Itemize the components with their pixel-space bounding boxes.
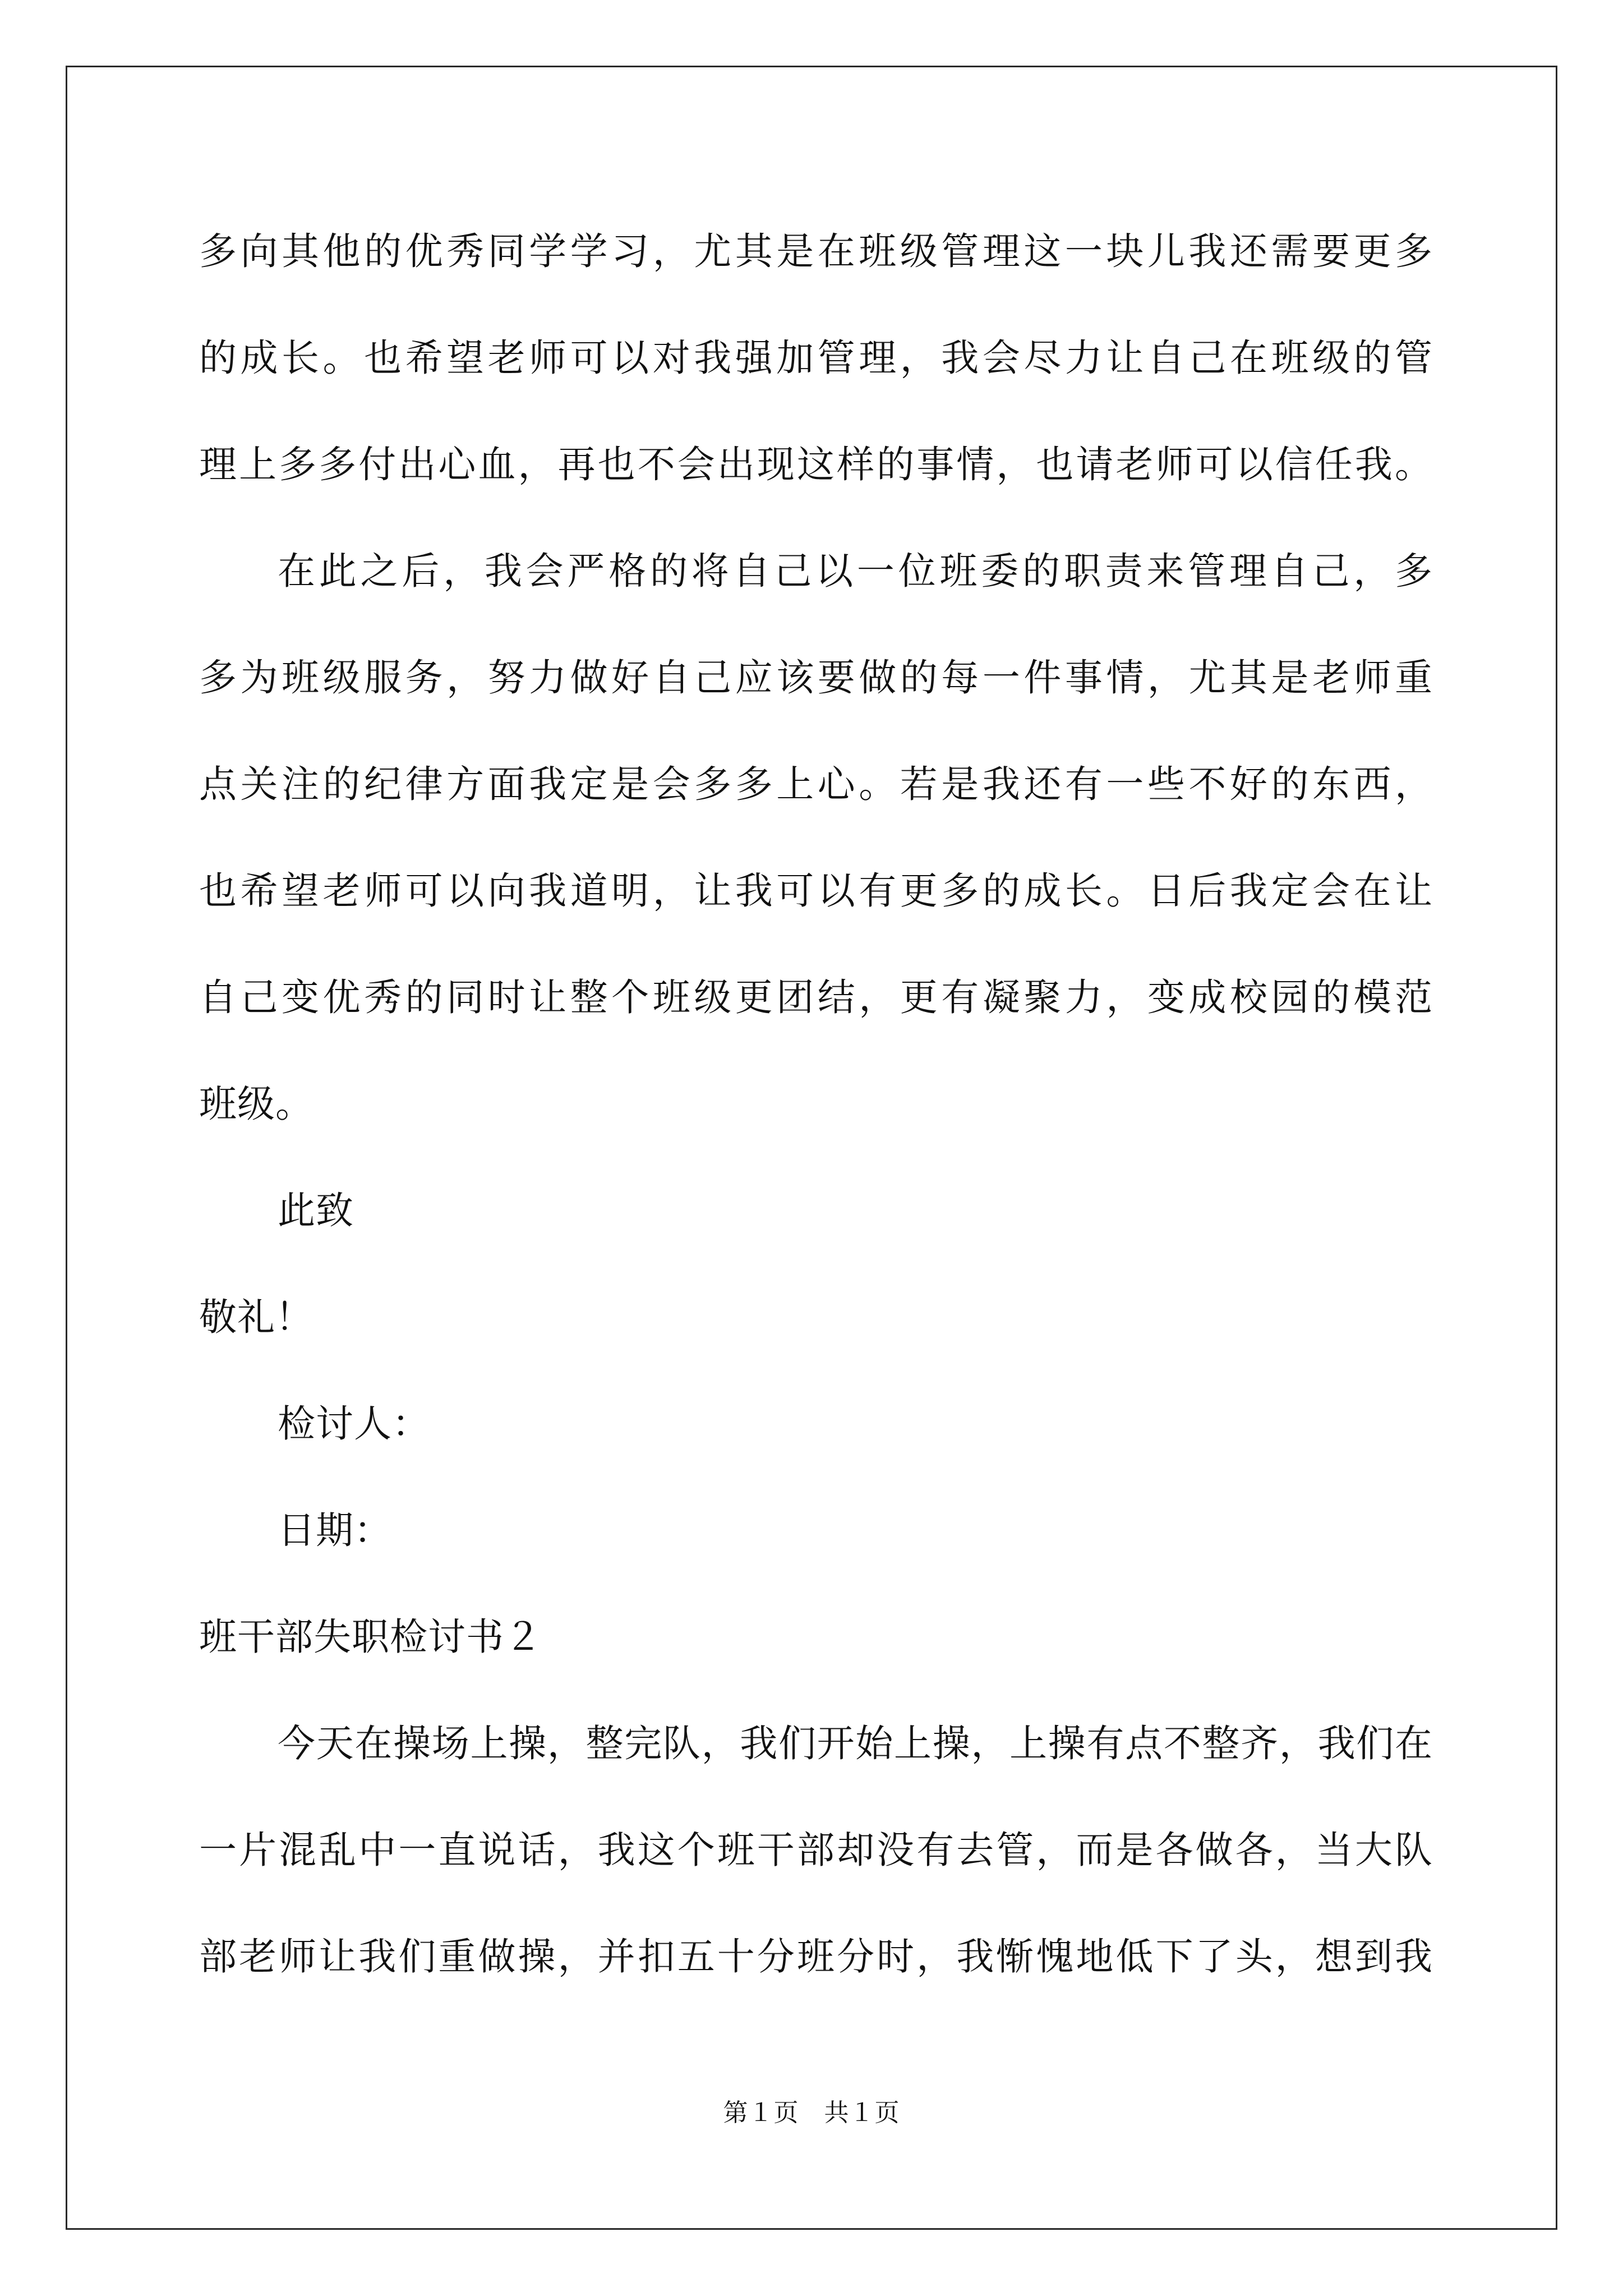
body-line-9: 班级。 xyxy=(199,1082,313,1126)
body-line-2: 的成长。也希望老师可以对我强加管理，我会尽力让自己在班级的管 xyxy=(199,336,1433,380)
body-line-12: 部老师让我们重做操，并扣五十分班分时，我惭愧地低下了头，想到我 xyxy=(199,1935,1433,1978)
date-label: 日期： xyxy=(278,1508,392,1552)
body-line-11: 一片混乱中一直说话，我这个班干部却没有去管，而是各做各，当大队 xyxy=(199,1828,1433,1872)
body-line-4: 在此之后，我会严格的将自己以一位班委的职责来管理自己，多 xyxy=(278,549,1433,593)
body-line-5: 多为班级服务，努力做好自己应该要做的每一件事情，尤其是老师重 xyxy=(199,656,1433,700)
salutation-jingli: 敬礼！ xyxy=(199,1295,313,1339)
body-line-10: 今天在操场上操，整完队，我们开始上操，上操有点不整齐，我们在 xyxy=(278,1722,1433,1765)
body-line-3: 理上多多付出心血，再也不会出现这样的事情，也请老师可以信任我。 xyxy=(199,443,1433,486)
signature-label: 检讨人： xyxy=(278,1402,430,1446)
body-line-8: 自己变优秀的同时让整个班级更团结，更有凝聚力，变成校园的模范 xyxy=(199,976,1433,1019)
page-footer: 第１页 共１页 xyxy=(723,2099,900,2127)
body-line-6: 点关注的纪律方面我定是会多多上心。若是我还有一些不好的东西， xyxy=(199,762,1433,806)
page-border xyxy=(66,66,1557,2230)
body-line-1: 多向其他的优秀同学学习，尤其是在班级管理这一块儿我还需要更多 xyxy=(199,229,1433,273)
salutation-cizhi: 此致 xyxy=(278,1189,354,1232)
body-line-7: 也希望老师可以向我道明，让我可以有更多的成长。日后我定会在让 xyxy=(199,869,1433,913)
section-heading: 班干部失职检讨书２ xyxy=(199,1615,542,1659)
